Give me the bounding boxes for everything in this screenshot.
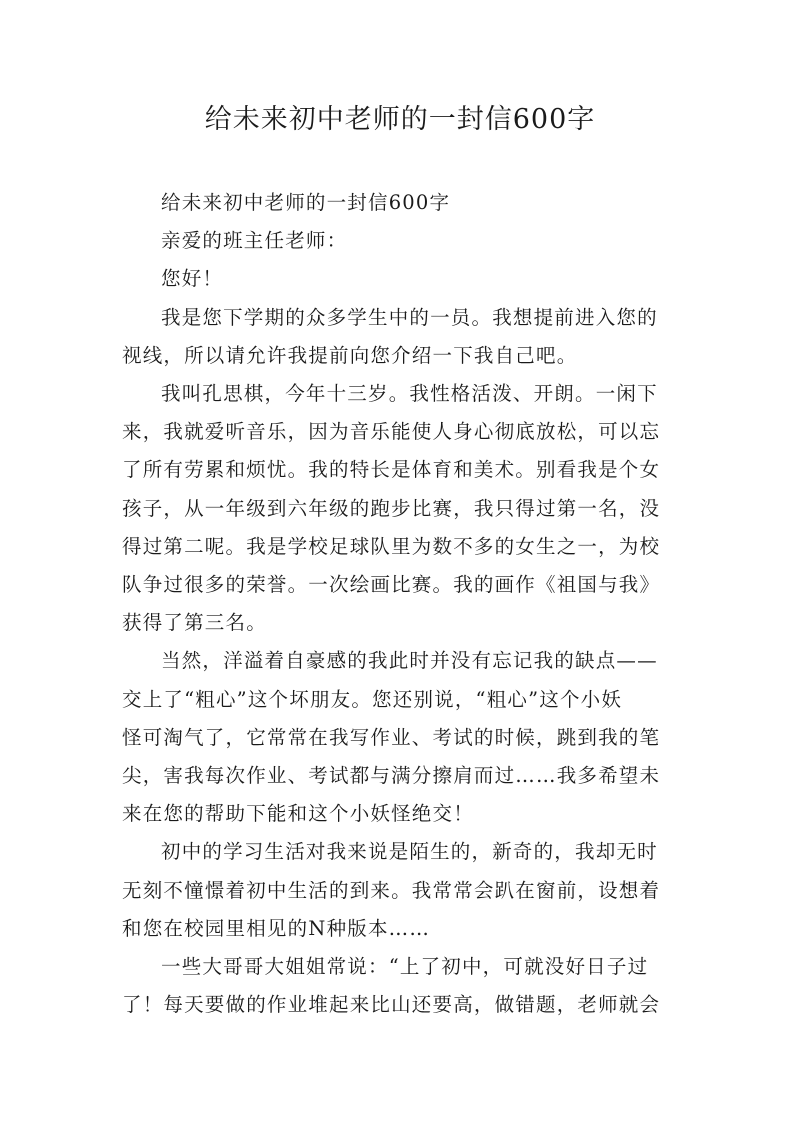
paragraph: 初中的学习生活对我来说是陌生的，新奇的，我却无时 无刻不憧憬着初中生活的到来。我常常会趴在窗前，设想着 和您在校园里相见的N种版本…… — [122, 840, 661, 940]
paragraph: 我叫孔思棋，今年十三岁。我性格活泼、开朗。一闲下 来，我就爱听音乐，因为音乐能使人身心彻底放松，可以忘 了所有劳累和烦忧。我的特长是体育和美术。别看我是个女 孩子，从一年级到六年级的跑步比赛，我只得过第一名，没 得过第二呢。我是学校足球队里为数不多的女生之一，为校 队争过很多的荣誉。一次绘画比赛。我的画作《祖国与我》 获得了第三名。 — [122, 382, 661, 635]
paragraph: 我是您下学期的众多学生中的一员。我想提前进入您的 视线，所以请允许我提前向您介绍一下我自己吧。 — [122, 305, 658, 367]
paragraph: 您好！ — [161, 267, 224, 291]
document-title: 给未来初中老师的一封信600字 — [204, 104, 596, 135]
paragraph: 一些大哥哥大姐姐常说：“上了初中，可就没好日子过 了！每天要做的作业堆起来比山还要高，做错题，老师就会 — [122, 955, 661, 1017]
paragraph: 亲爱的班主任老师： — [161, 229, 348, 253]
paragraph: 给未来初中老师的一封信600字 — [161, 191, 451, 214]
document-body — [122, 184, 684, 1024]
paragraph: 当然，洋溢着自豪感的我此时并没有忘记我的缺点—— 交上了“粗心”这个坏朋友。您还别说，“粗心”这个小妖 怪可淘气了，它常常在我写作业、考试的时候，跳到我的笔 尖，害我每次作业、考试都与满分擦肩而过……我多希望未 来在您的帮助下能和这个小妖怪绝交！ — [122, 649, 661, 826]
